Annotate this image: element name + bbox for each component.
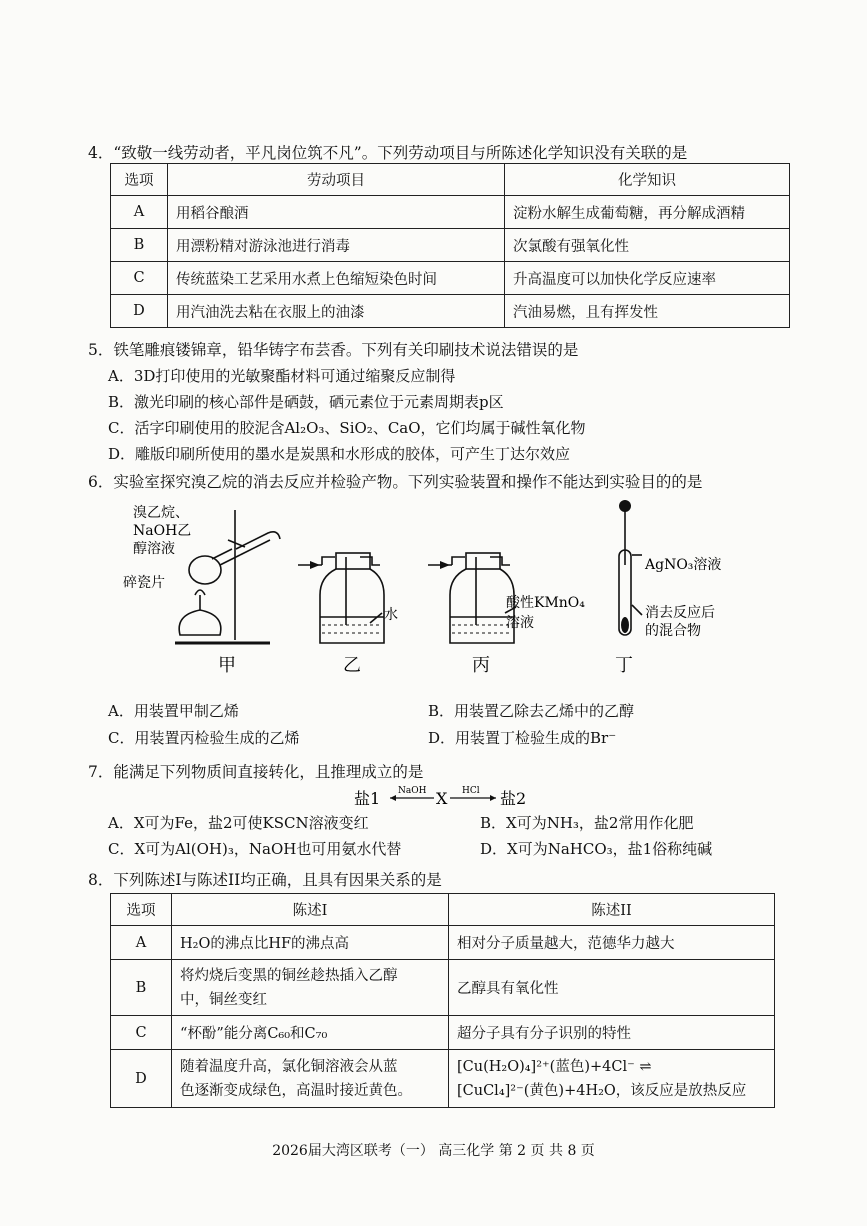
q8-row-b-key: B [111,960,172,1016]
q4-row-c-knowledge: 升高温度可以加快化学反应速率 [505,262,790,295]
q6-label-mix1: 消去反应后 [645,605,715,621]
q4-row-c-labor: 传统蓝染工艺采用水煮上色缩短染色时间 [168,262,505,295]
q7-option-d: D．X可为NaHCO₃，盐1俗称纯碱 [480,840,713,858]
table-row [111,1050,775,1108]
q4-row-b-key: B [111,229,168,262]
q6-apparatus-diagram [0,495,867,690]
q7-option-a: A．X可为Fe，盐2可使KSCN溶液变红 [108,814,369,832]
table-row [111,295,790,328]
q8-row-d-s1 [172,1050,449,1108]
q7-stem: 7．能满足下列物质间直接转化，且推理成立的是 [88,763,424,781]
q8-row-c-s2-line: 超分子具有分子识别的特性 [457,1026,631,1042]
arrow-left-icon [390,795,396,801]
q8-row-a-s2 [449,926,775,960]
q4-header-knowledge: 化学知识 [505,164,790,196]
q7-salt1: 盐1 [354,789,381,808]
q8-row-b-s1-line1: 将灼烧后变黑的铜丝趁热插入乙醇 [180,967,398,984]
q6-label-jia: 甲 [218,655,236,676]
q8-header-s2: 陈述II [449,894,775,926]
q7-salt2: 盐2 [500,789,527,808]
q8-stem: 8．下列陈述I与陈述II均正确，且具有因果关系的是 [88,871,442,889]
q8-header-option: 选项 [111,894,172,926]
q8-row-b-s1-line2: 中，铜丝变红 [180,991,267,1008]
table-row [111,926,775,960]
q4-row-b-labor: 用漂粉精对游泳池进行消毒 [168,229,505,262]
table-row [111,960,775,1016]
q5-option-a: A．3D打印使用的光敏聚酯材料可通过缩聚反应制得 [108,367,456,385]
q8-row-d-s2-line2: [CuCl₄]²⁻(黄色)+4H₂O，该反应是放热反应 [457,1082,747,1099]
q6-label-bing: 丙 [472,655,490,676]
q8-row-c-s1-line: “杯酚”能分离C₆₀和C₇₀ [180,1026,328,1042]
q4-row-d-key: D [111,295,168,328]
q6-option-d: D．用装置丁检验生成的Br⁻ [428,729,617,747]
q8-row-b-s2 [449,960,775,1016]
q8-row-c-s2 [449,1016,775,1050]
q6-label-water: 水 [384,607,398,623]
q4-row-b-knowledge: 次氯酸有强氧化性 [505,229,790,262]
q6-label-kmno4-2: 溶液 [506,615,534,631]
q4-header-labor: 劳动项目 [168,164,505,196]
q6-option-b: B．用装置乙除去乙烯中的乙醇 [428,702,635,720]
q8-row-d-key: D [111,1050,172,1108]
q5-option-b: B．激光印刷的核心部件是硒鼓，硒元素位于元素周期表p区 [108,393,504,411]
q5-option-d: D．雕版印刷所使用的墨水是炭黑和水形成的胶体，可产生丁达尔效应 [108,445,571,463]
table-row [111,262,790,295]
q6-label-mix2: 的混合物 [645,623,701,639]
q8-row-a-s1-line: H₂O的沸点比HF的沸点高 [180,936,350,952]
q4-row-d-knowledge: 汽油易燃，且有挥发性 [505,295,790,328]
q8-row-b-s2-line: 乙醇具有氧化性 [457,981,559,997]
q6-option-a: A．用装置甲制乙烯 [108,702,239,720]
q8-row-a-key: A [111,926,172,960]
q4-table [110,163,790,328]
q4-row-d-labor: 用汽油洗去粘在衣服上的油漆 [168,295,505,328]
q8-row-d-s2-line1: [Cu(H₂O)₄]²⁺(蓝色)+4Cl⁻ ⇌ [457,1058,652,1075]
table-row [111,229,790,262]
q8-row-c-key: C [111,1016,172,1050]
q6-option-c: C．用装置丙检验生成的乙烯 [108,729,300,747]
q6-label-reagent1: 溴乙烷、 [133,505,189,521]
table-row [111,196,790,229]
q4-row-c-key: C [111,262,168,295]
q8-table [110,893,775,1108]
q6-label-yi: 乙 [343,655,361,676]
q7-option-c: C．X可为Al(OH)₃，NaOH也可用氨水代替 [108,840,402,858]
q6-label-kmno4-1: 酸性KMnO₄ [506,595,585,611]
q4-header-option: 选项 [111,164,168,196]
q4-row-a-key: A [111,196,168,229]
table-row [111,1016,775,1050]
q7-scheme [350,780,550,814]
page-footer: 2026届大湾区联考（一） 高三化学 第 2 页 共 8 页 [272,1143,595,1159]
q7-arrow-left-label: NaOH [398,786,427,796]
q8-row-c-s1 [172,1016,449,1050]
q6-stem: 6．实验室探究溴乙烷的消去反应并检验产物。下列实验装置和操作不能达到实验目的的是 [88,473,703,491]
q4-stem: 4．“致敬一线劳动者，平凡岗位筑不凡”。下列劳动项目与所陈述化学知识没有关联的是 [88,144,688,162]
q6-label-reagent3: 醇溶液 [133,541,175,557]
q8-row-a-s1 [172,926,449,960]
arrow-right-icon [490,795,496,801]
q8-row-d-s1-line2: 色逐渐变成绿色，高温时接近黄色。 [180,1082,412,1099]
q6-label-ding: 丁 [615,655,633,676]
q6-label-reagent2: NaOH乙 [133,523,192,539]
q6-label-chips: 碎瓷片 [123,575,165,591]
q7-x: X [436,789,448,808]
q4-row-a-labor: 用稻谷酿酒 [168,196,505,229]
q5-option-c: C．活字印刷使用的胶泥含Al₂O₃、SiO₂、CaO，它们均属于碱性氧化物 [108,419,586,437]
q5-stem: 5．铁笔雕痕镂锦章，铅华铸字布芸香。下列有关印刷技术说法错误的是 [88,341,579,359]
q8-row-d-s2 [449,1050,775,1108]
q8-row-b-s1 [172,960,449,1016]
q7-arrow-right-label: HCl [462,786,480,796]
q7-option-b: B．X可为NH₃，盐2常用作化肥 [480,814,694,832]
q8-header-s1: 陈述I [172,894,449,926]
q4-row-a-knowledge: 淀粉水解生成葡萄糖，再分解成酒精 [505,196,790,229]
q8-row-a-s2-line: 相对分子质量越大，范德华力越大 [457,936,675,952]
q6-label-agno3: AgNO₃溶液 [645,557,722,573]
q8-row-d-s1-line1: 随着温度升高，氯化铜溶液会从蓝 [180,1058,398,1075]
